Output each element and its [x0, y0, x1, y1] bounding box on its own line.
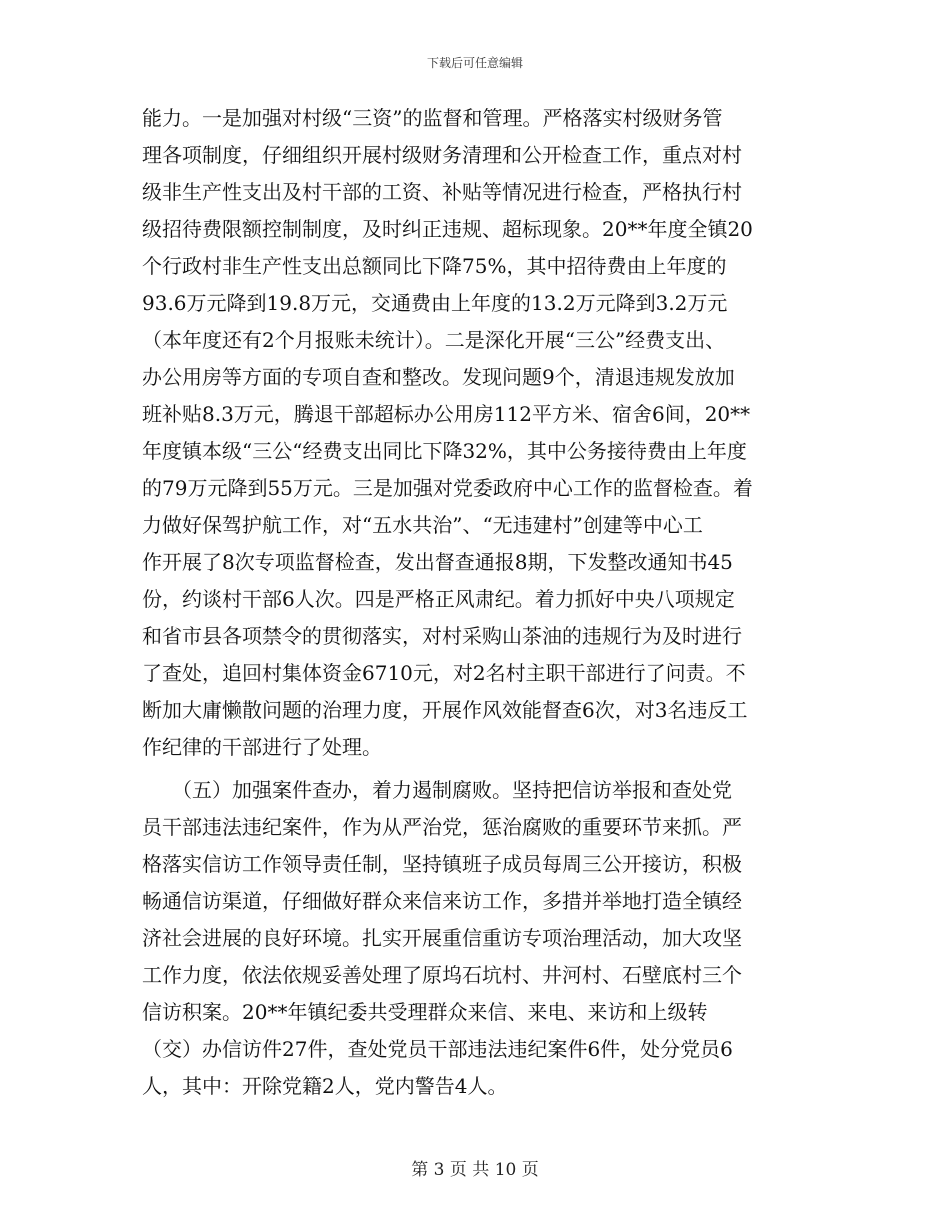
text-line: 的79万元降到55万元。三是加强对党委政府中心工作的监督检查。着 [142, 476, 753, 500]
text-line: 作开展了8次专项监督检查，发出督查通报8期，下发整改通知书45 [142, 550, 733, 574]
text-line: 人，其中：开除党籍2人，党内警告4人。 [142, 1074, 508, 1098]
text-line: 级招待费限额控制制度，及时纠正违规、超标现象。20**年度全镇20 [142, 217, 753, 241]
text-line: 员干部违法违纪案件，作为从严治党，惩治腐败的重要环节来抓。严 [142, 815, 742, 839]
text-line: （五）加强案件查办，着力遏制腐败。坚持把信访举报和查处党 [142, 778, 732, 802]
text-line: 了查处，追回村集体资金6710元，对2名村主职干部进行了问责。不 [142, 661, 746, 685]
text-line: （交）办信访件27件，查处党员干部违法违纪案件6件，处分党员6 [142, 1037, 733, 1061]
text-line: 班补贴8.3万元，腾退干部超标办公用房112平方米、宿舍6间，20** [142, 402, 751, 426]
text-line: 级非生产性支出及村干部的工资、补贴等情况进行检查，严格执行村 [142, 180, 742, 204]
text-line: 畅通信访渠道，仔细做好群众来信来访工作，多措并举地打造全镇经 [142, 889, 742, 913]
text-line: 格落实信访工作领导责任制，坚持镇班子成员每周三公开接访，积极 [142, 852, 742, 876]
text-line: 能力。一是加强对村级“三资”的监督和管理。严格落实村级财务管 [142, 106, 723, 130]
text-line: 份，约谈村干部6人次。四是严格正风肃纪。着力抓好中央八项规定 [142, 587, 735, 611]
paragraph-2 [142, 772, 812, 1105]
paragraph-1 [142, 100, 812, 766]
text-line: 理各项制度，仔细组织开展村级财务清理和公开检查工作，重点对村 [142, 143, 742, 167]
text-line: 工作力度，依法依规妥善处理了原坞石坑村、井河村、石壁底村三个 [142, 963, 742, 987]
text-line: 力做好保驾护航工作，对“五水共治”、“无违建村”创建等中心工 [142, 513, 703, 537]
text-line: 93.6万元降到19.8万元，交通费由上年度的13.2万元降到3.2万元 [142, 291, 728, 315]
text-line: 和省市县各项禁令的贯彻落实，对村采购山茶油的违规行为及时进行 [142, 624, 742, 648]
text-line: 办公用房等方面的专项自查和整改。发现问题9个，清退违规发放加 [142, 365, 735, 389]
text-line: 济社会进展的良好环境。扎实开展重信重访专项治理活动，加大攻坚 [142, 926, 742, 950]
text-line: （本年度还有2个月报账未统计）。二是深化开展“三公”经费支出、 [142, 328, 726, 352]
document-body [142, 100, 812, 1105]
page-header-note: 下载后可任意编辑 [426, 56, 523, 70]
page-number-footer: 第 3 页 共 10 页 [411, 1160, 539, 1180]
text-line: 作纪律的干部进行了处理。 [142, 735, 382, 759]
text-line: 个行政村非生产性支出总额同比下降75%，其中招待费由上年度的 [142, 254, 727, 278]
text-line: 年度镇本级“三公“经费支出同比下降32%，其中公务接待费由上年度 [142, 439, 747, 463]
text-line: 信访积案。20**年镇纪委共受理群众来信、来电、来访和上级转 [142, 1000, 708, 1024]
text-line: 断加大庸懒散问题的治理力度，开展作风效能督查6次，对3名违反工 [142, 698, 748, 722]
